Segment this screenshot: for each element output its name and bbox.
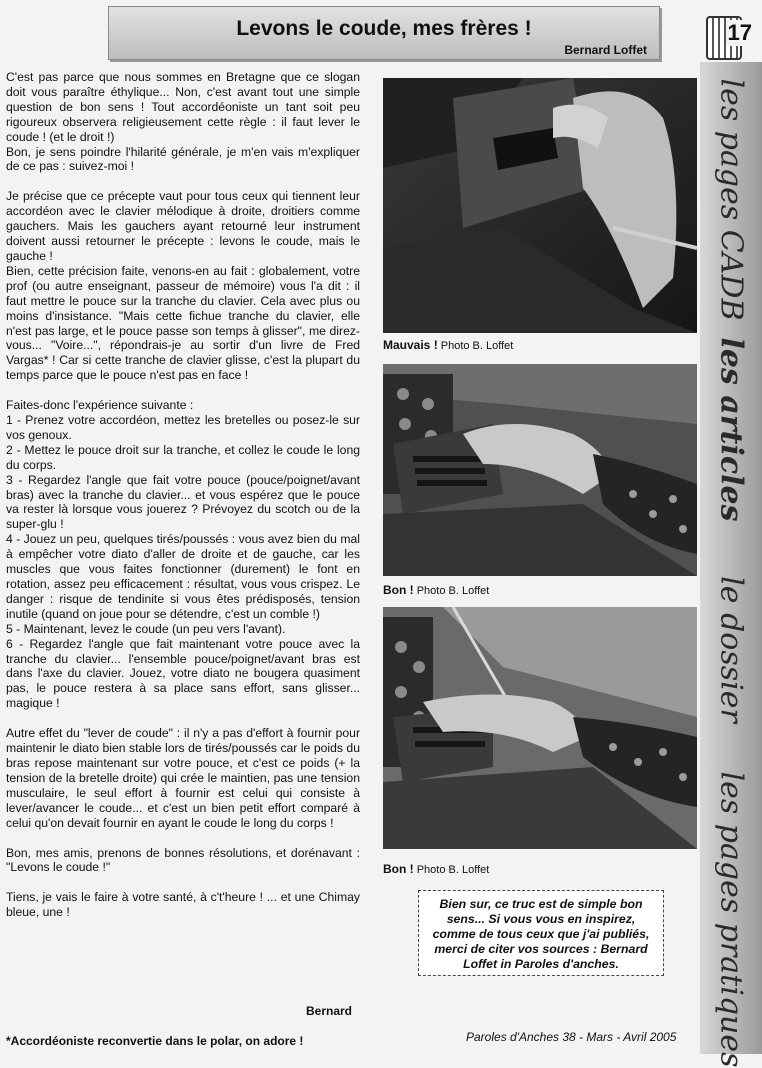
- page-number-badge: [704, 10, 754, 60]
- article-body: [6, 70, 360, 920]
- issue-footer: Paroles d'Anches 38 - Mars - Avril 2005: [466, 1030, 677, 1044]
- photo-credit: Photo B. Loffet: [416, 864, 490, 876]
- photo-caption: [383, 338, 513, 352]
- paragraph: Je précise que ce précepte vaut pour tous ceux qui tiennent leur accordéon avec le clavier mélodique à droite, droitiers comme gauchers. Mais les gauchers ayant retourné leur instrument doivent aussi retourner le précepte : levons le coude, mais le gauche !: [6, 189, 360, 263]
- photo-verdict: Bon !: [383, 583, 414, 597]
- photo-bad-position: [383, 78, 697, 333]
- paragraph: 2 - Mettez le pouce droit sur la tranche, et collez le coude le long du corps.: [6, 442, 360, 472]
- sidebar-label-pratiques: les pages pratiques: [713, 771, 749, 1068]
- paragraph: Tiens, je vais le faire à votre santé, à c't'heure ! ... et une Chimay bleue, une !: [6, 890, 360, 920]
- paragraph: 6 - Regardez l'angle que fait maintenant votre pouce avec la tranche du clavier... l'ensemble pouce/poignet/avant bras est dans l'axe du clavier. Jouez, votre diato ne bougera quasiment pas, le pouce restera à sa place sans effort, sans glisser... magique !: [6, 636, 360, 711]
- paragraph: Autre effet du "lever de coude" : il n'y a pas d'effort à fournir pour maintenir le diato bien stable lors de tirés/poussés car le poids du bras repose maintenant sur votre pouce, et c'est ce poids (+ la tension de la bretelle droite) qui crée le maintien, pas une tension musculaire, le seul effort à fournir est celui qui consiste à lever/avancer le coude... et c'est un bien petit effort comparé à celui qu'on devait fournir en ayant le coude le long du corps !: [6, 726, 360, 830]
- sidebar-label-dossier: le dossier: [713, 576, 749, 723]
- photo-credit: Photo B. Loffet: [416, 585, 490, 597]
- sidebar-label-articles: les articles: [713, 337, 749, 522]
- paragraph: 1 - Prenez votre accordéon, mettez les bretelles ou posez-le sur vos genoux.: [6, 413, 360, 442]
- article-author: Bernard Loffet: [564, 43, 647, 57]
- signature: Bernard: [306, 1004, 353, 1018]
- photo-caption: [383, 862, 489, 876]
- paragraph: 3 - Regardez l'angle que fait votre pouce (pouce/poignet/avant bras) avec la tranche du clavier... et vous espérez que le pouce va rester là lorsque vous jouerez ? Prévoyez du scotch ou de la super-glu !: [6, 472, 360, 532]
- page-number: 17: [727, 20, 752, 45]
- pull-quote: Bien sur, ce truc est de simple bon sens... Si vous vous en inspirez, comme de tous ceux que j'ai publiés, merci de citer vos sources : Bernard Loffet in Paroles d'anches.: [418, 890, 664, 976]
- photo-verdict: Mauvais !: [383, 338, 438, 352]
- photo-good-position-2: [383, 607, 697, 849]
- photo-caption: [383, 583, 489, 597]
- paragraph: Faites-donc l'expérience suivante :: [6, 398, 194, 413]
- photo-credit: Photo B. Loffet: [440, 340, 514, 352]
- footnote: *Accordéoniste reconvertie dans le polar, on adore !: [6, 1034, 304, 1048]
- paragraph: C'est pas parce que nous sommes en Bretagne que ce slogan doit vous paraître éthylique... Non, c'est avant tout une simple question de bon sens ! Tout accordéoniste un tant soit peu rigoureux observera religieusement cette règle : il faut lever le coude ! (et le droit !): [6, 70, 360, 144]
- article-title-banner: [108, 6, 660, 60]
- photo-good-position-1: [383, 364, 697, 576]
- section-sidebar: [700, 62, 762, 1068]
- paragraph: Bien, cette précision faite, venons-en au fait : globalement, votre prof (ou autre enseignant, passeur de mémoire) vous l'a dit : il faut mettre le pouce sur la tranche du clavier. Cela avec plus ou moins d'insistance. "Mais cette fichue tranche du clavier, elle n'est pas large, et le pouce passe son temps à glisser", me direz-vous... "Voire...", répondrais-je au sortir d'un livre de Fred Vargas* ! Car si cette tranche de clavier glisse, c'est la plupart du temps parce que le pouce n'est pas en face !: [6, 263, 360, 383]
- paragraph: 4 - Jouez un peu, quelques tirés/poussés : vous avez bien du mal à empêcher votre diato d'aller de droite et de gauche, car les muscles que vous faites fonctionner (durement) le font en rotation, assez peu efficacement : résultat, vous vous crispez. Le danger : risque de tendinite si vous êtes prédisposés, tension inutile (quand on joue pour se détendre, c'est un comble !): [6, 532, 360, 621]
- paragraph: Bon, je sens poindre l'hilarité générale, je m'en vais m'expliquer de ce pas : suivez-moi !: [6, 144, 360, 174]
- sidebar-label-cadb: les pages CADB: [713, 78, 749, 321]
- photo-verdict: Bon !: [383, 862, 414, 876]
- article-title: Levons le coude, mes frères !: [236, 17, 532, 40]
- paragraph: 5 - Maintenant, levez le coude (un peu vers l'avant).: [6, 621, 286, 636]
- paragraph: Bon, mes amis, prenons de bonnes résolutions, et dorénavant : "Levons le coude !": [6, 845, 360, 875]
